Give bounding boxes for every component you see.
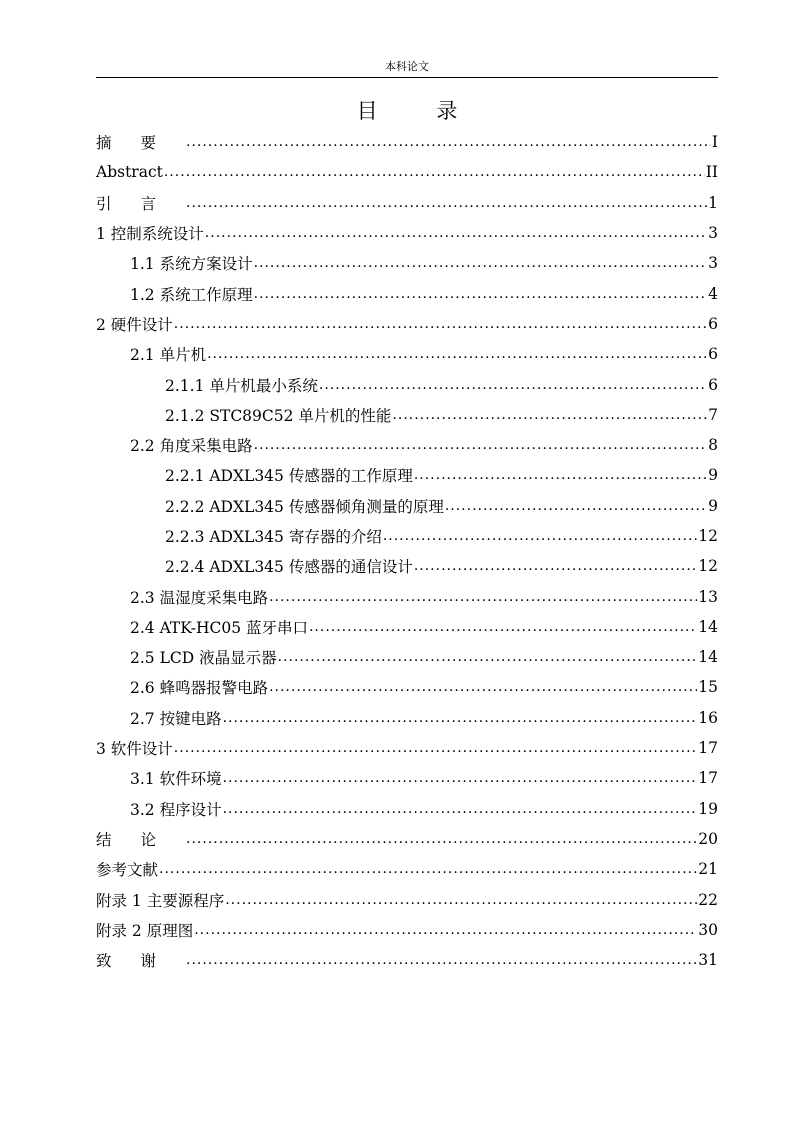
toc-entry-page: 21 [698, 860, 718, 879]
toc-entry-label: 参考文献 [96, 861, 159, 880]
toc-entry-page: 3 [708, 224, 718, 243]
toc-entry-page: 7 [708, 405, 718, 424]
toc-entry-page: 6 [708, 375, 718, 394]
toc-entry[interactable] [96, 794, 718, 824]
dot-leader [174, 316, 707, 332]
dot-leader [269, 589, 697, 605]
toc-entry-label: 2.2.1 ADXL345 传感器的工作原理 [165, 467, 413, 486]
toc-entry-label: 2.6 蜂鸣器报警电路 [130, 679, 269, 698]
toc-entry[interactable] [96, 188, 718, 218]
toc-entry-page: 3 [708, 254, 718, 273]
dot-leader [159, 861, 697, 877]
dot-leader [414, 558, 697, 574]
toc-entry-label: 1.2 系统工作原理 [130, 285, 253, 304]
toc-entry[interactable] [96, 400, 718, 430]
toc-entry-page: 20 [698, 829, 718, 848]
toc-entry-label: 3.2 程序设计 [130, 800, 222, 819]
toc-entry[interactable] [96, 945, 718, 975]
dot-leader [207, 346, 707, 362]
toc-entry-label: 致谢 [96, 952, 186, 971]
toc-entry-page: 16 [698, 708, 718, 727]
toc-entry[interactable] [96, 491, 718, 521]
toc-entry[interactable] [96, 763, 718, 793]
toc-entry-page: 12 [698, 557, 718, 576]
toc-entry[interactable] [96, 278, 718, 308]
toc-entry-label: 2.1.2 STC89C52 单片机的性能 [165, 406, 392, 425]
dot-leader [164, 164, 705, 180]
toc-entry-label: Abstract [96, 163, 163, 182]
toc-entry-page: 9 [708, 466, 718, 485]
dot-leader [225, 892, 697, 908]
toc-entry-page: 30 [698, 920, 718, 939]
toc-entry-label: 2.2.2 ADXL345 传感器倾角测量的原理 [165, 497, 444, 516]
toc-entry-page: 14 [698, 648, 718, 667]
toc-entry-page: 17 [698, 769, 718, 788]
page-title: 目 录 [356, 99, 484, 123]
toc-entry[interactable] [96, 642, 718, 672]
toc-entry-page: 13 [698, 587, 718, 606]
toc-entry-label: 2.2.4 ADXL345 传感器的通信设计 [165, 558, 413, 577]
dot-leader [223, 710, 698, 726]
toc-entry-label: 2.2.3 ADXL345 寄存器的介绍 [165, 528, 382, 546]
toc-entry-label: 1 控制系统设计 [96, 225, 204, 244]
dot-leader [414, 467, 707, 483]
dot-leader [392, 407, 707, 423]
toc-entry[interactable] [96, 157, 718, 187]
toc-entry[interactable] [96, 672, 718, 702]
dot-leader [309, 619, 697, 635]
dot-leader [223, 801, 698, 817]
toc-entry[interactable] [96, 369, 718, 399]
dot-leader [194, 922, 697, 938]
toc-entry-label: 2 硬件设计 [96, 315, 173, 334]
toc-entry-label: 附录 2 原理图 [96, 921, 194, 940]
toc-entry-page: 17 [698, 739, 718, 758]
toc-entry-page: 9 [708, 496, 718, 515]
toc-entry-page: I [711, 133, 718, 152]
toc-entry-page: 14 [698, 617, 718, 636]
toc-entry-label: 2.1 单片机 [130, 346, 207, 365]
table-of-contents [96, 127, 718, 975]
dot-leader [186, 831, 697, 847]
toc-entry-page: 4 [708, 284, 718, 303]
dot-leader [186, 952, 697, 968]
dot-leader [278, 649, 698, 665]
toc-entry[interactable] [96, 430, 718, 460]
toc-entry[interactable] [96, 884, 718, 914]
dot-leader [223, 770, 698, 786]
toc-entry-label: 3.1 软件环境 [130, 770, 222, 789]
toc-entry[interactable] [96, 248, 718, 278]
dot-leader [254, 437, 708, 453]
toc-entry-label: 2.3 温湿度采集电路 [130, 588, 269, 607]
dot-leader [254, 286, 708, 302]
toc-entry-page: II [705, 163, 718, 182]
toc-entry[interactable] [96, 460, 718, 490]
toc-entry[interactable] [96, 521, 718, 551]
toc-entry[interactable] [96, 733, 718, 763]
toc-entry[interactable] [96, 218, 718, 248]
dot-leader [383, 528, 697, 544]
running-header: 本科论文 [385, 60, 429, 73]
toc-entry-label: 2.7 按键电路 [130, 709, 222, 728]
toc-entry[interactable] [96, 127, 718, 157]
toc-entry[interactable] [96, 915, 718, 945]
toc-entry[interactable] [96, 612, 718, 642]
dot-leader [186, 195, 707, 211]
toc-entry-label: 结论 [96, 830, 186, 849]
toc-entry-label: 3 软件设计 [96, 740, 173, 759]
toc-entry[interactable] [96, 854, 718, 884]
dot-leader [445, 498, 707, 514]
toc-entry-label: 引言 [96, 194, 186, 213]
dot-leader [269, 679, 697, 695]
toc-entry-page: 1 [708, 193, 718, 212]
toc-entry-label: 2.5 LCD 液晶显示器 [130, 649, 277, 668]
toc-entry[interactable] [96, 824, 718, 854]
toc-entry[interactable] [96, 339, 718, 369]
toc-entry-page: 15 [698, 678, 718, 697]
toc-entry-page: 6 [708, 345, 718, 364]
toc-entry-label: 2.1.1 单片机最小系统 [165, 376, 318, 395]
toc-entry-page: 8 [708, 436, 718, 455]
dot-leader [254, 255, 708, 271]
toc-entry-page: 22 [698, 890, 718, 909]
header-divider [96, 77, 718, 78]
toc-entry[interactable] [96, 309, 718, 339]
dot-leader [205, 225, 707, 241]
dot-leader [319, 377, 707, 393]
toc-entry-page: 12 [698, 527, 718, 545]
toc-entry-label: 2.2 角度采集电路 [130, 437, 253, 456]
dot-leader [186, 134, 711, 150]
toc-entry-label: 附录 1 主要源程序 [96, 891, 225, 910]
toc-entry-page: 6 [708, 314, 718, 333]
toc-entry-label: 摘要 [96, 134, 186, 153]
toc-entry[interactable] [96, 581, 718, 611]
toc-entry-label: 1.1 系统方案设计 [130, 255, 253, 274]
dot-leader [174, 740, 697, 756]
toc-entry[interactable] [96, 703, 718, 733]
toc-entry[interactable] [96, 551, 718, 581]
toc-entry-label: 2.4 ATK-HC05 蓝牙串口 [130, 618, 308, 637]
toc-entry-page: 19 [698, 799, 718, 818]
toc-entry-page: 31 [698, 951, 718, 970]
